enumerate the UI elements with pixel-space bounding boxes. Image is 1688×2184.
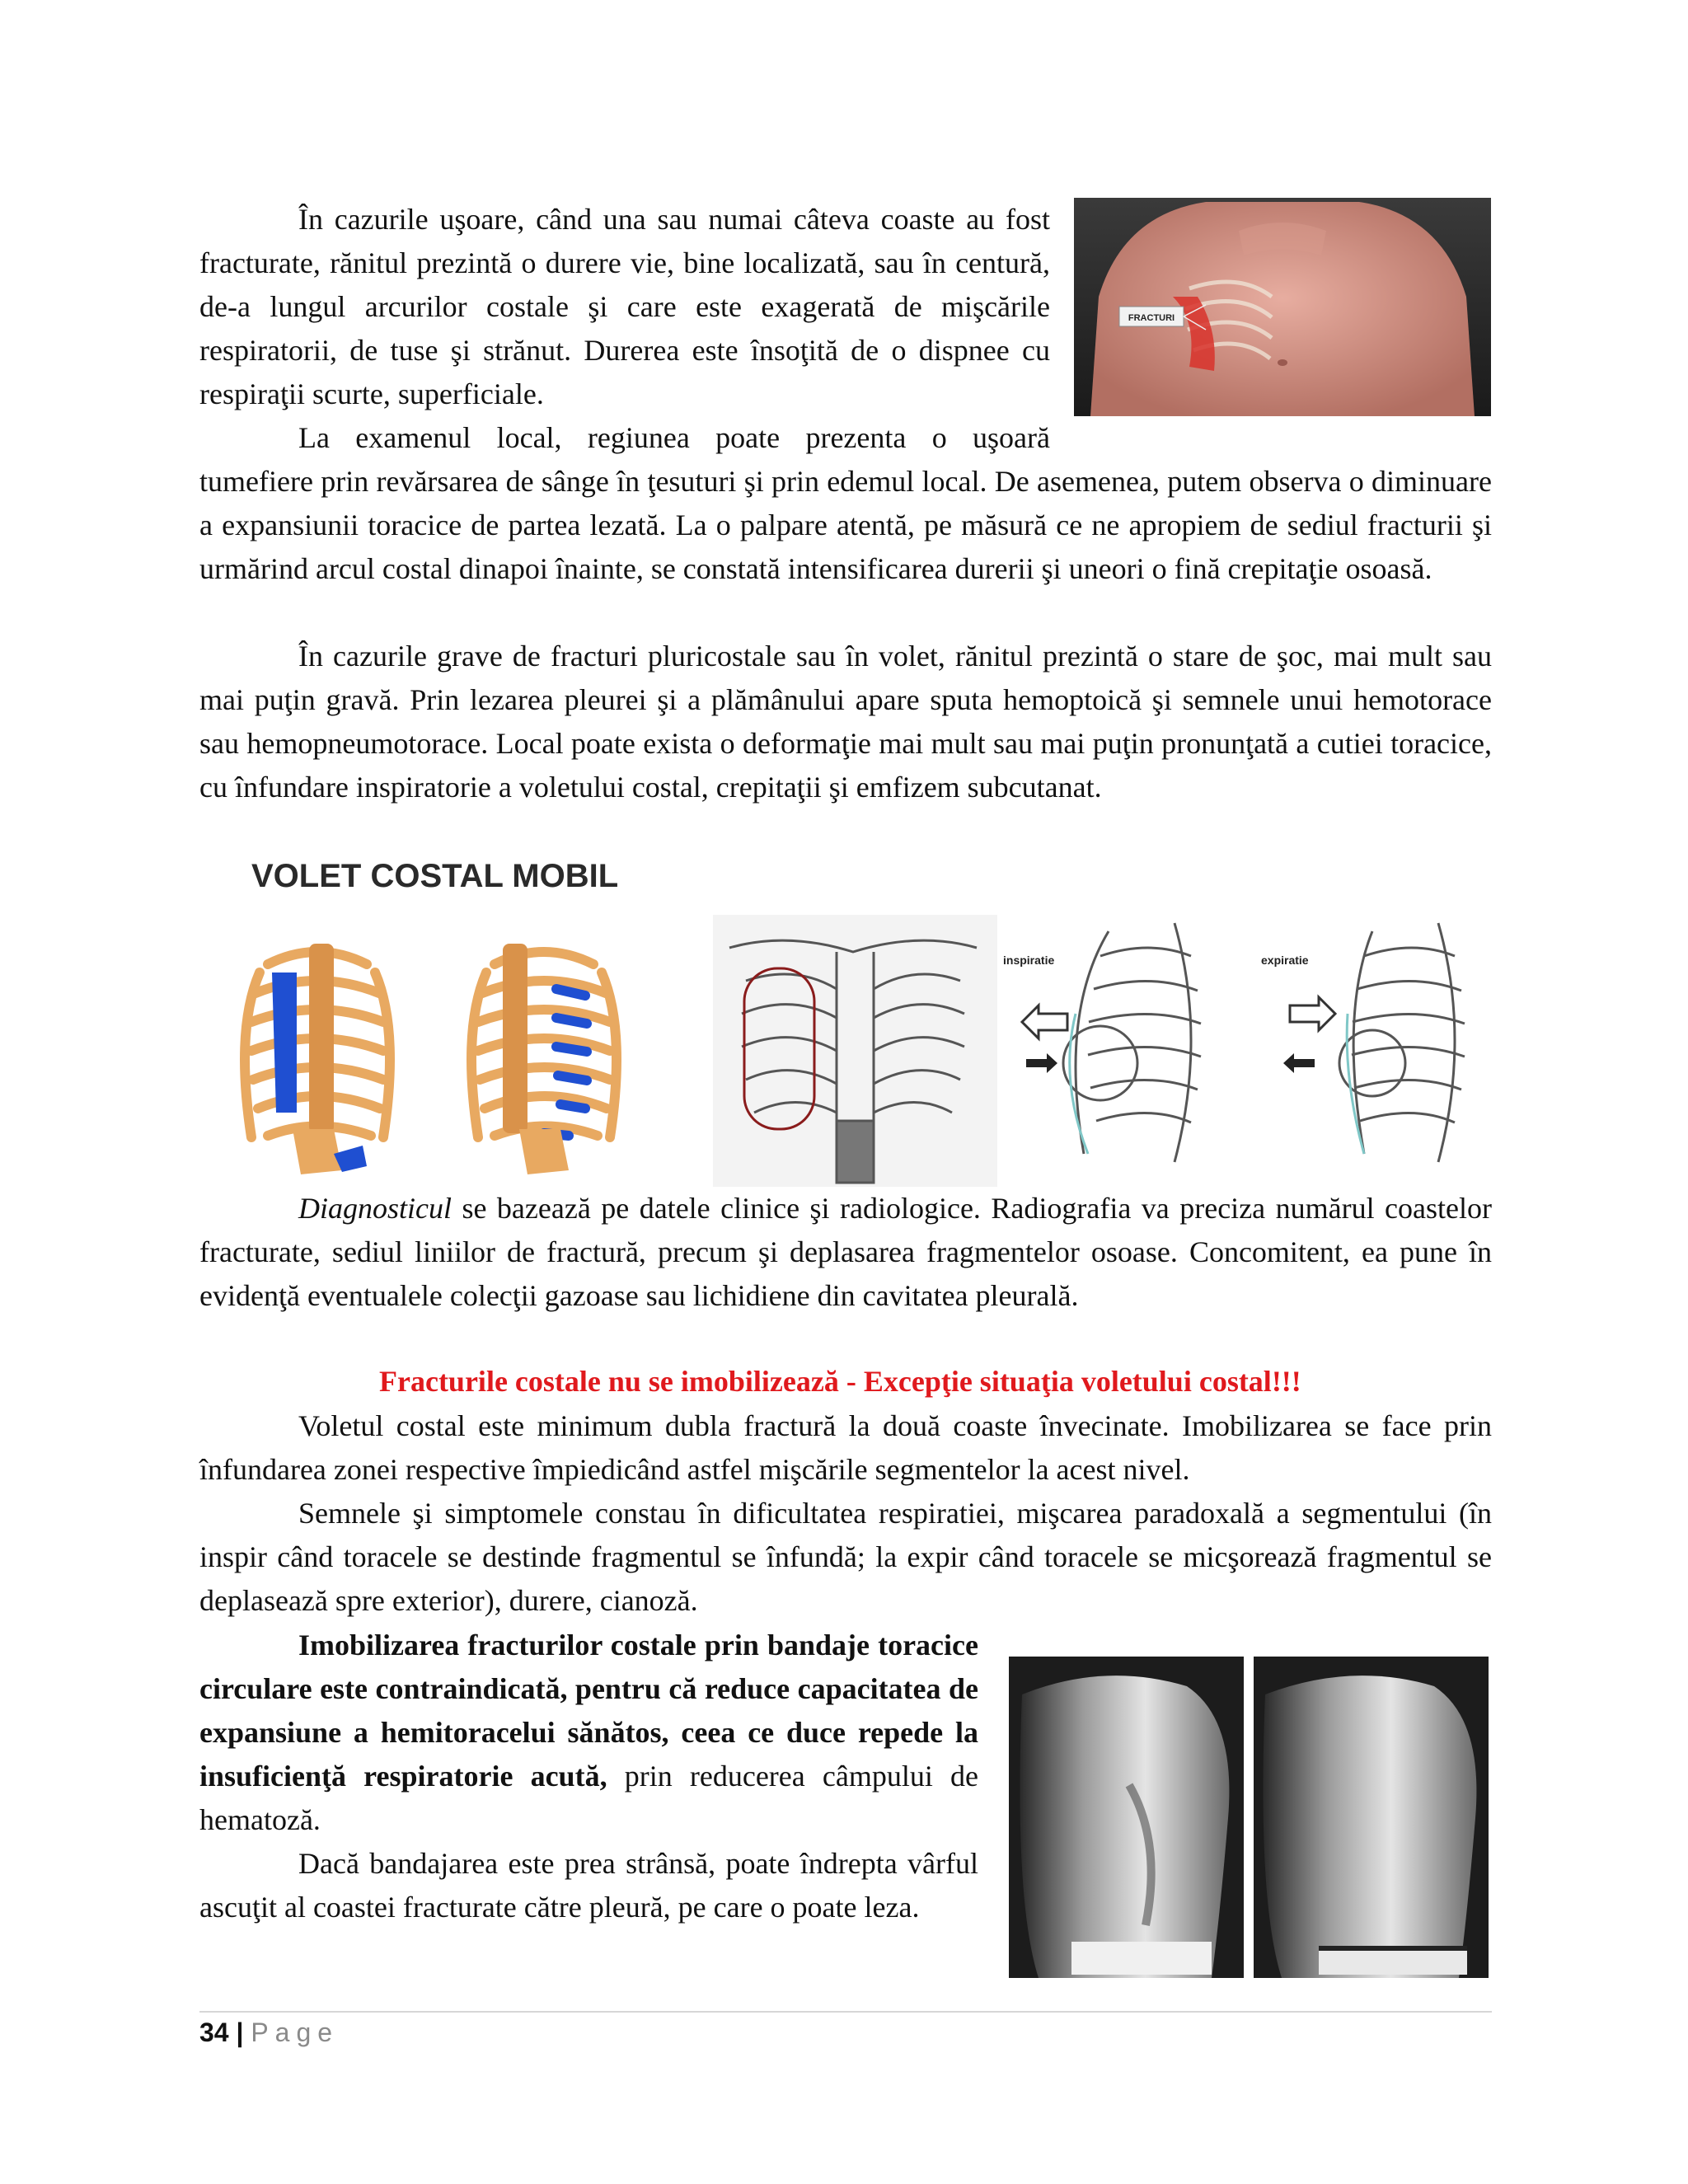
volet-title: VOLET COSTAL MOBIL [251,858,619,894]
arrow-left-filled-icon [1283,1053,1315,1073]
diagnosis-term: Diagnosticul [298,1192,452,1225]
arrow-right-outline-icon [1290,997,1335,1030]
arrow-left-icon [1022,1005,1067,1038]
paragraph-local-exam: tumefiere prin revărsarea de sânge în ţesuturi şi prin edemul local. De asemenea, putem observa o diminuare a expansiunii toracice de partea lezată. La o palpare atentă, pe măsură ce ne apropiem de sediul fracturii şi urmărind arcul costal dinapoi înainte, se constată intensificarea durerii şi uneori o fină crepitaţie osoasă. [199,465,1492,585]
inspiratie-label: inspiratie [1003,954,1055,967]
footer-rule [199,2011,1492,2013]
patient-photos-figure [1006,1653,1492,1981]
paragraph-volet-definition: Voletul costal este minimum dubla fractură la două coaste învecinate. Imobilizarea se face prin înfundarea zonei respective împiedicând astfel mişcările segmentelor la acest nivel. [199,1409,1492,1486]
volet-costal-figure [218,849,663,1187]
ribcage-right [471,944,617,1174]
torso-illustration [1074,198,1491,416]
paragraph-mild-cases: În cazurile uşoare, când una sau numai câteva coaste au fost fracturate, rănitul prezintă o durere vie, bine localizată, sau în centură, de-a lungul arcurilor costale şi care este exagerată de mişcările respiratorii, de tuse şi strănut. Durerea este însoţită de o dispnee cu respiraţii scurte, superficiale. [199,203,1050,410]
page-separator: | [228,2018,251,2047]
paragraph-signs-symptoms: Semnele şi simptomele constau în dificultatea respiratiei, mişcarea paradoxală a segmentului (în inspir când toracele se destinde fragmentul se înfundă; la expir când toracele se micşorează fragmentul se deplasează spre exterior), durere, cianoză. [199,1497,1492,1617]
side-ribcage-inspiration [1063,923,1201,1162]
page-number: 34 [199,2018,229,2047]
patient-photo-right [1254,1657,1489,1978]
ribcage-left [245,944,390,1174]
side-ribcage-expiration [1339,923,1465,1162]
page-word: Page [251,2018,340,2047]
warning-heading: Fracturile costale nu se imobilizează - Excepţie situaţia voletului costal!!! [379,1365,1301,1398]
paragraph-diagnosis [199,1187,1492,1318]
torso-fracture-figure [1074,198,1491,416]
diagnosis-text: se bazează pe datele clinice şi radiologice. Radiografia va preciza numărul coastelor fracturate, sediul liniilor de fractură, precum şi deplasarea fragmentelor osoase. Concomitent, ea pune în evidenţă eventualele colecţii gazoase sau lichidiene din cavitatea pleurală. [199,1192,1492,1312]
paragraph-tight-bandage: Dacă bandajarea este prea strânsă, poate îndrepta vârful ascuţit al coastei fracturate către pleură, pe care o poate leza. [199,1847,978,1924]
contraindication-bold: Imobilizarea fracturilor costale prin bandaje toracice circulare este contraindicată, pentru că reduce capacitatea de expansiune a hemitoracelui sănătos, ceea ce duce repede la insuficienţă respiratorie acută, [199,1629,978,1793]
contraindication-rest: prin reducerea câmpului de hematoză. [199,1760,978,1836]
paragraph-severe-cases: În cazurile grave de fracturi pluricostale sau în volet, rănitul prezintă o stare de şoc, mai mult sau mai puţin gravă. Prin lezarea pleurei şi a plămânului apare sputa hemoptoică şi semnele unui hemotorace sau hemopneumotorace. Local poate exista o deformaţie mai mult sau mai puţin pronunţată a cutiei toracice, cu înfundare inspiratorie a voletului costal, crepitaţii şi emfizem subcutanat. [199,640,1492,804]
paragraph-contraindication [199,1624,978,1842]
torso-label: FRACTURI [1128,313,1175,323]
paradoxal-motion-figure [713,915,1488,1187]
patient-photo-left [1009,1657,1244,1978]
page-footer [199,2013,339,2051]
arrow-right-icon [1026,1053,1057,1073]
paragraph-local-exam-line1: La examenul local, regiunea poate prezenta o uşoară [298,421,1050,454]
expiratie-label: expiratie [1261,954,1309,967]
